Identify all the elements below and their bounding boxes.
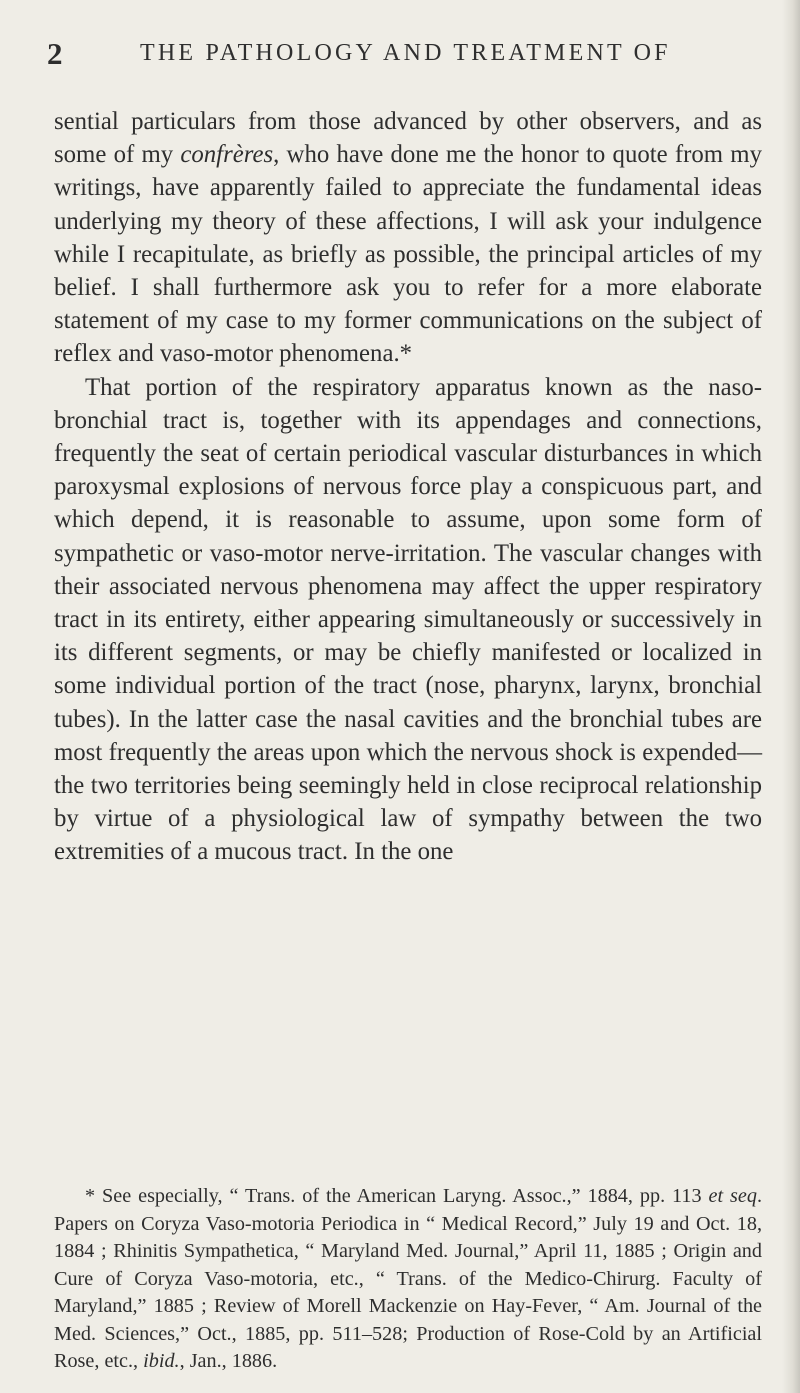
paragraph-1	[54, 105, 762, 371]
running-head: THE PATHOLOGY AND TREATMENT OF	[140, 40, 671, 66]
footnote-italic-2: ibid.	[143, 1350, 180, 1372]
footnote-italic-1: et seq	[708, 1185, 757, 1207]
paragraph-1-italic: confrères	[180, 141, 274, 169]
footnote-text-b: . Papers on Coryza Vaso-motoria Periodica in “ Medical Record,” July 19 and Oct. 18, 1884 ; Rhinitis Sympathetica, “ Maryland Med. Journal,” April 11, 1885 ; Origin and Cure of Coryza Vaso-motoria, etc., “ Trans. of the Medico-Chirurg. Faculty of Maryland,” 1885 ; Review of Morell Mackenzie on Hay-Fever, “ Am. Journal of the Med. Sciences,” Oct., 1885, pp. 511–528; Production of Rose-Cold by an Artificial Rose, etc.,	[54, 1185, 762, 1372]
paragraph-1-text-b: , who have done me the honor to quote from my writings, have apparently failed to appreciate the fundamental ideas underlying my theory of these affections, I will ask your indulgence while I recapitulate, as briefly as possible, the principal articles of my belief. I shall furthermore ask you to refer for a more elaborate statement of my case to my former communications on the subject of reflex and vaso-motor phenomena.*	[54, 141, 762, 368]
footnote-text-a: * See especially, “ Trans. of the American Laryng. Assoc.,” 1884, pp. 113	[85, 1185, 709, 1207]
page-number: 2	[47, 36, 63, 71]
body-text	[54, 105, 762, 869]
paragraph-1-text-a: sential particulars from those advanced by other observers, and as some of my	[54, 108, 762, 169]
footnote	[54, 1183, 762, 1376]
page-header	[47, 36, 762, 76]
page-edge-shadow	[782, 0, 800, 1393]
footnote-text-c: , Jan., 1886.	[179, 1350, 278, 1372]
paragraph-2: That portion of the respiratory apparatus known as the naso-bronchial tract is, together with its appendages and connections, frequently the seat of certain periodical vascular disturbances in which paroxysmal explosions of nervous force play a conspicuous part, and which depend, it is reasonable to assume, upon some form of sympathetic or vaso-motor nerve-irritation. The vascular changes with their associated nervous phenomena may affect the upper respiratory tract in its entirety, either appearing simultaneously or successively in its different segments, or may be chiefly manifested or localized in some individual portion of the tract (nose, pharynx, larynx, bronchial tubes). In the latter case the nasal cavities and the bronchial tubes are most frequently the areas upon which the nervous shock is expended—the two territories being seemingly held in close reciprocal relationship by virtue of a physiological law of sympathy between the two extremities of a mucous tract. In the one	[54, 373, 762, 866]
